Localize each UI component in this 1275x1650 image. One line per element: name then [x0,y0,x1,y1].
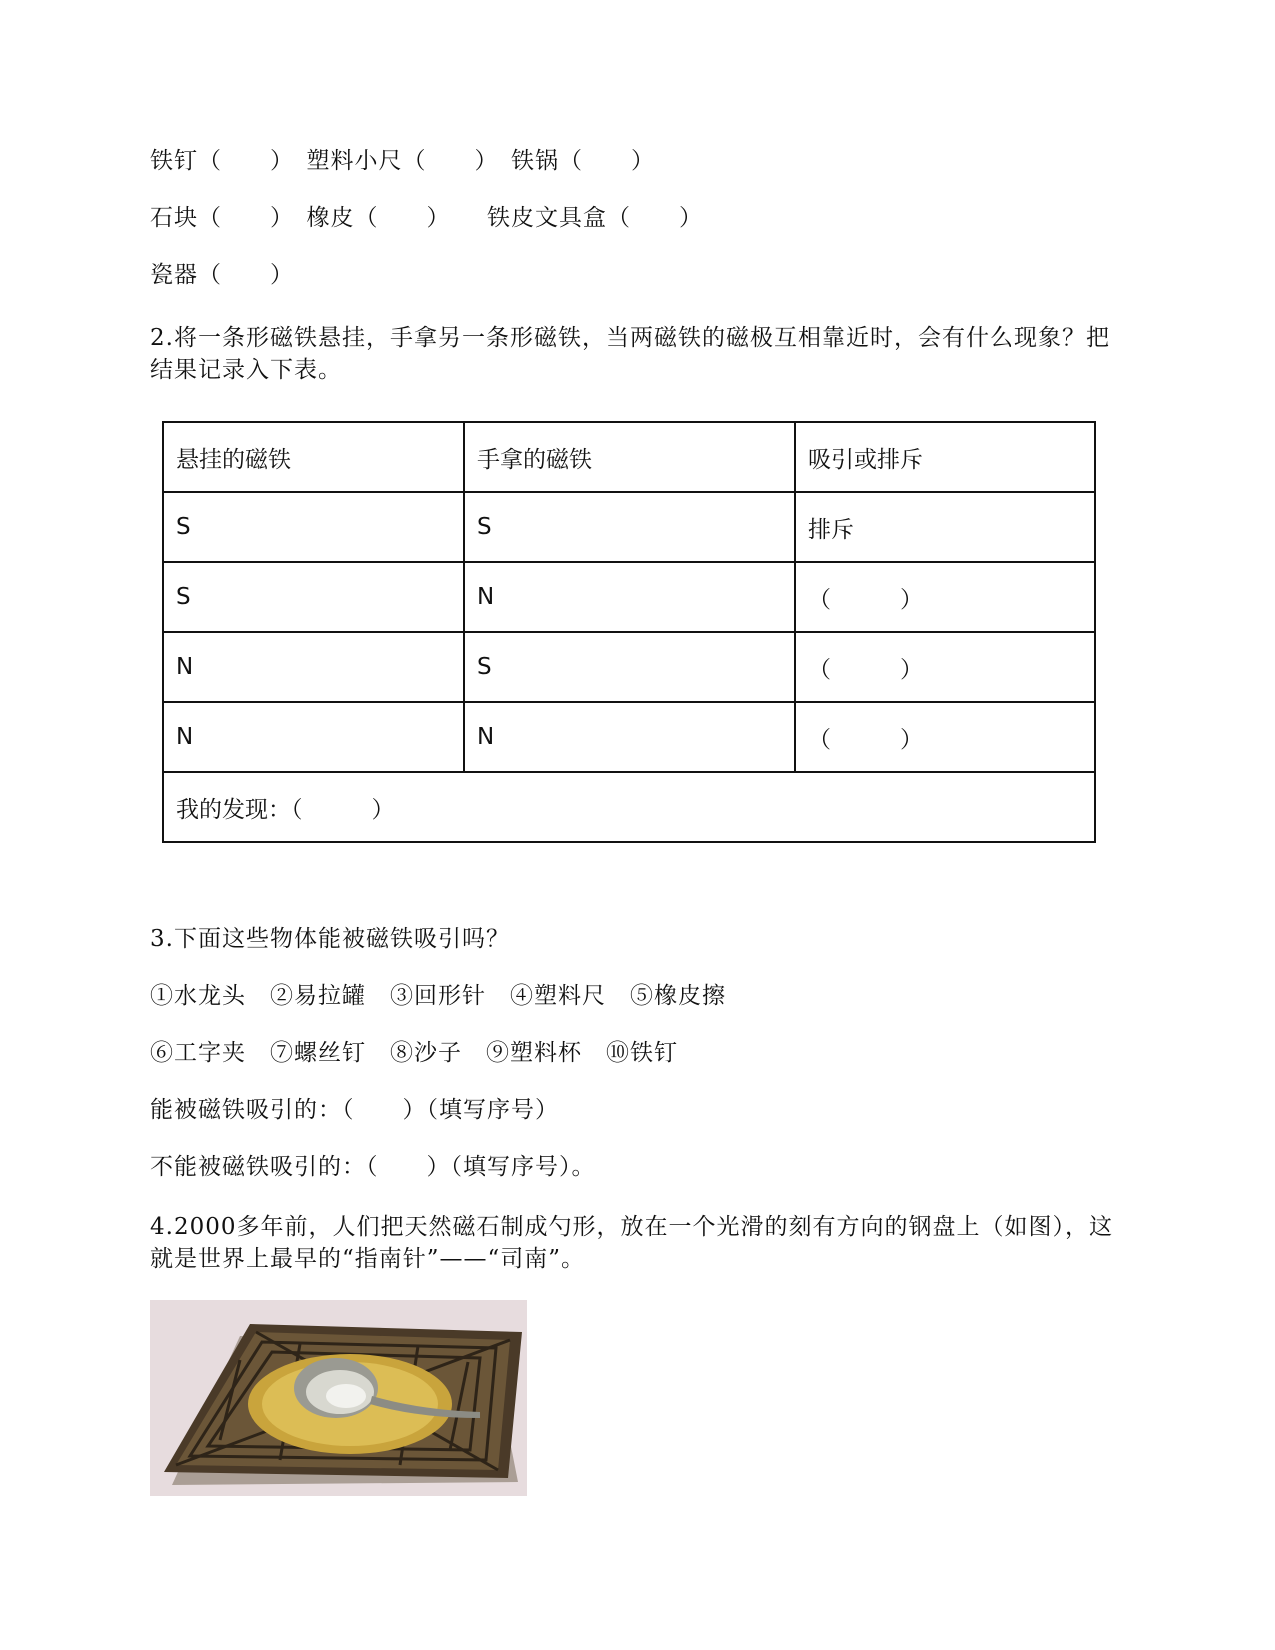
table-cell: （ ） [795,702,1095,772]
table-header-cell: 手拿的磁铁 [464,422,795,492]
table-cell: N [464,702,795,772]
table-header-cell: 吸引或排斥 [795,422,1095,492]
q3-not-attract-answer: 不能被磁铁吸引的：（ ）（填写序号）。 [150,1154,596,1180]
table-cell: （ ） [795,562,1095,632]
sinan-compass-image [150,1300,527,1496]
q1-row-3: 瓷器（ ） [150,262,294,288]
table-header-row [163,422,1095,492]
table-cell: N [464,562,795,632]
table-footer-row [163,772,1095,842]
table-cell: N [163,632,464,702]
q2-question: 2.将一条形磁铁悬挂，手拿另一条形磁铁，当两磁铁的磁极互相靠近时，会有什么现象？把结果记录入下表。 [150,325,1110,383]
magnet-result-table [162,421,1096,843]
table-row [163,702,1095,772]
q3-question: 3.下面这些物体能被磁铁吸引吗？ [150,926,510,952]
table-row [163,562,1095,632]
table-cell: S [163,492,464,562]
q4-question: 4.2000多年前，人们把天然磁石制成勺形，放在一个光滑的刻有方向的钢盘上（如图），这就是世界上最早的“指南针”——“司南”。 [150,1214,1113,1272]
table-cell: S [464,492,795,562]
table-cell: （ ） [795,632,1095,702]
table-row [163,632,1095,702]
table-cell: S [163,562,464,632]
table-header-cell: 悬挂的磁铁 [163,422,464,492]
q3-items-row-2: ⑥工字夹 ⑦螺丝钉 ⑧沙子 ⑨塑料杯 ⑩铁钉 [150,1040,678,1066]
table-cell: N [163,702,464,772]
q1-row-1: 铁钉（ ） 塑料小尺（ ） 铁锅（ ） [150,148,655,174]
q3-attract-answer: 能被磁铁吸引的：（ ）（填写序号） [150,1097,559,1123]
table-cell: 排斥 [795,492,1095,562]
table-cell: S [464,632,795,702]
my-finding-cell: 我的发现：（ ） [163,772,1095,842]
table-row [163,492,1095,562]
q3-items-row-1: ①水龙头 ②易拉罐 ③回形针 ④塑料尺 ⑤橡皮擦 [150,983,726,1009]
q1-row-2: 石块（ ） 橡皮（ ） 铁皮文具盒（ ） [150,205,703,231]
